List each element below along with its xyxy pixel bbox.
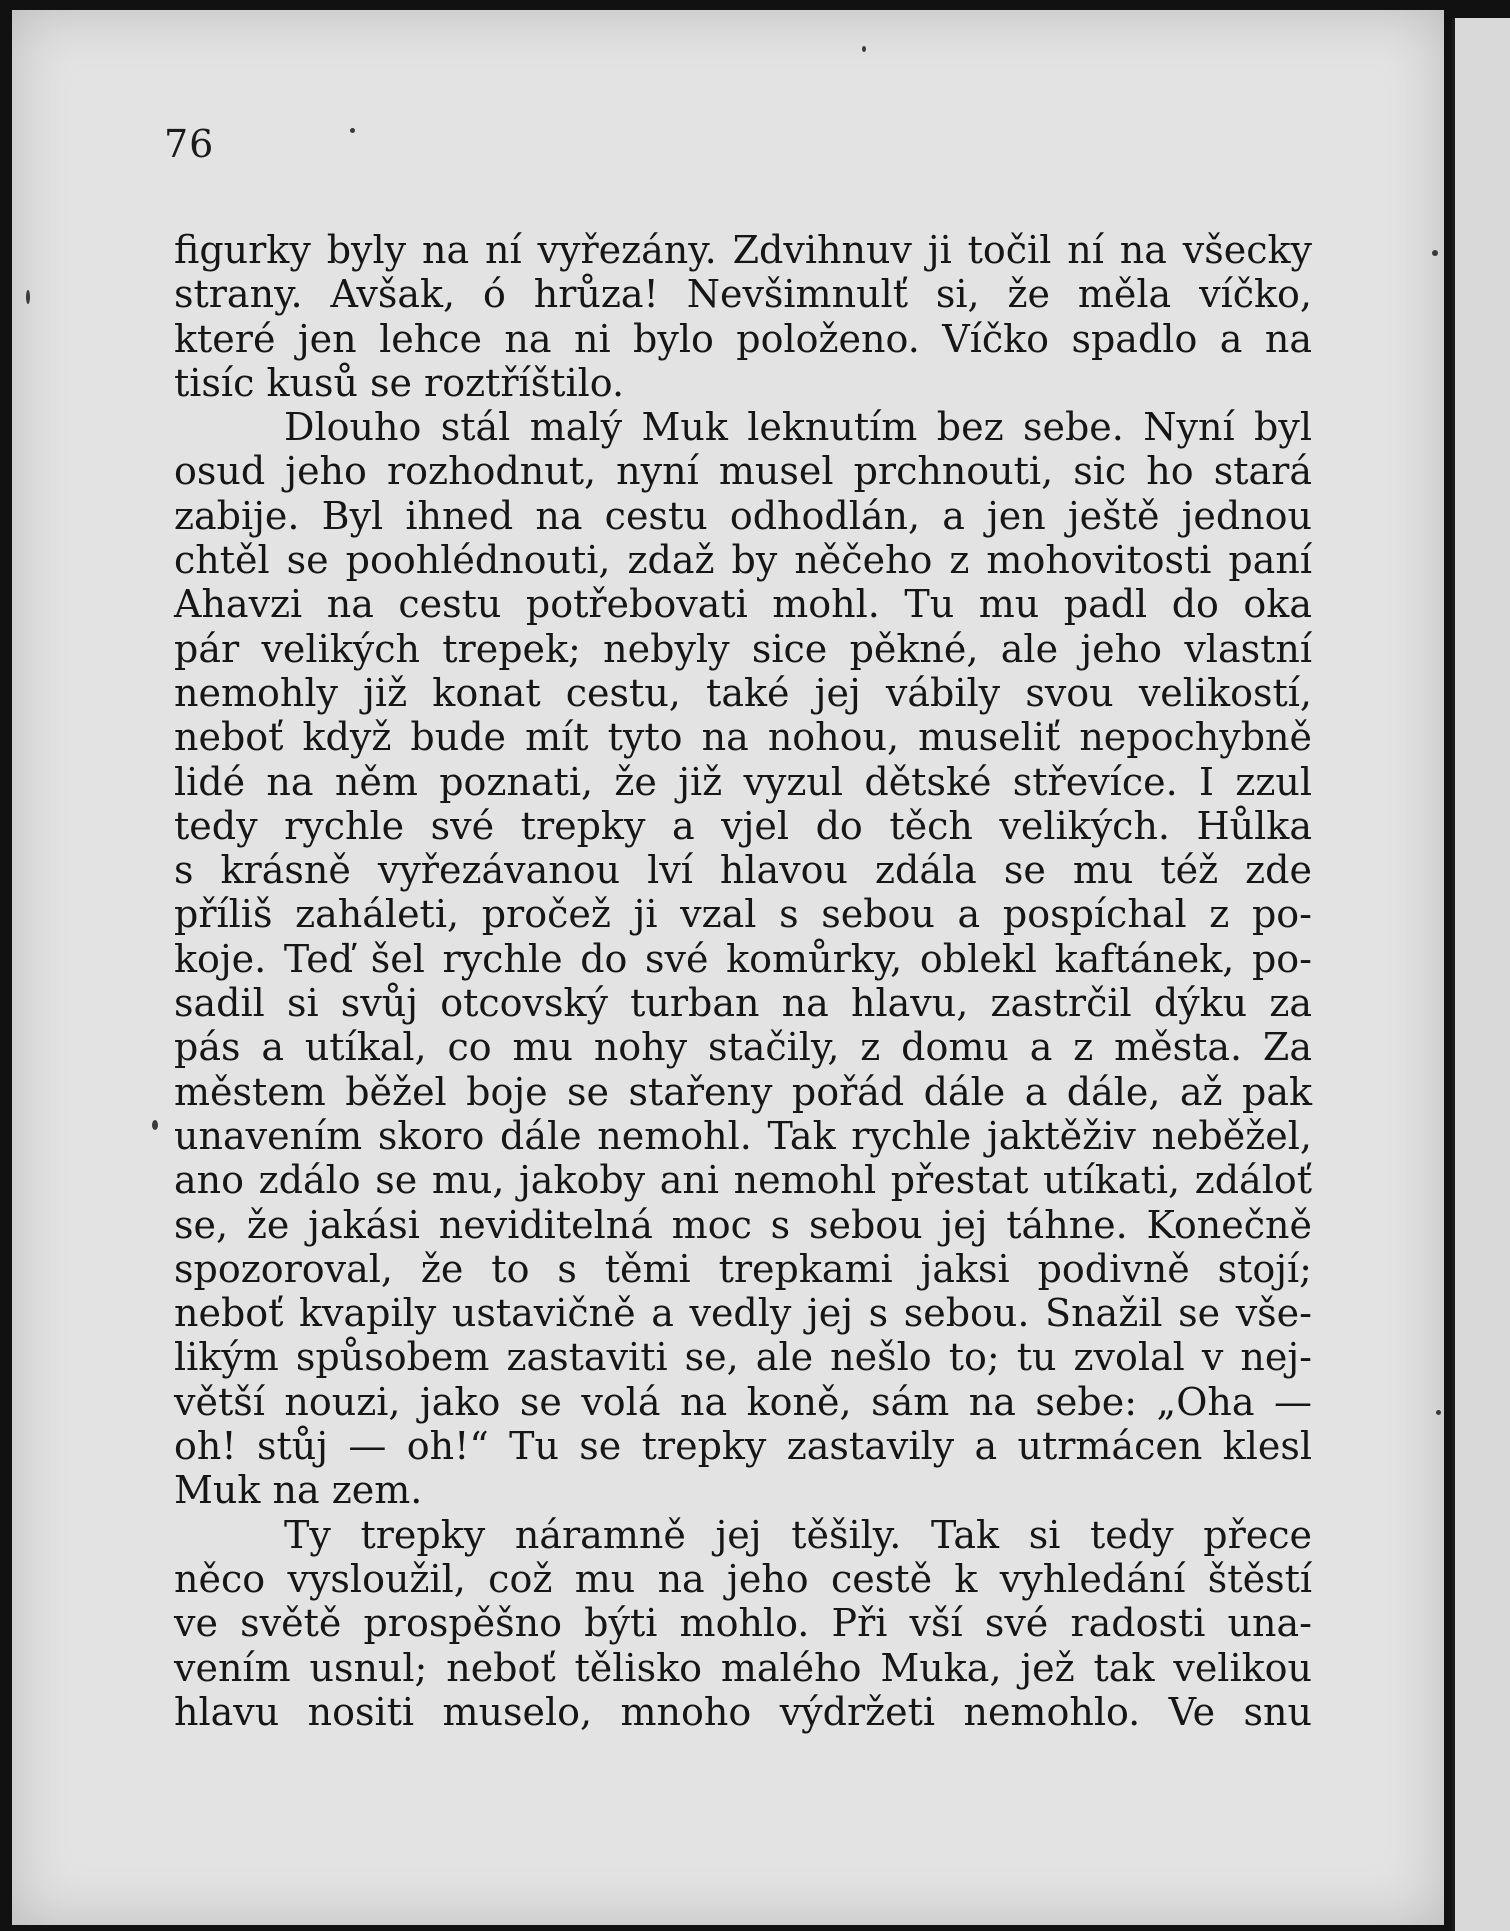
text-line: strany. Avšak, ó hrůza! Nevšimnulť si, že měla víčko,: [174, 272, 1312, 317]
book-page: [12, 10, 1444, 1925]
page-number: 76: [164, 122, 215, 166]
text-line: neboť kvapily ustavičně a vedly jej s sebou. Snažil se vše-: [174, 1291, 1312, 1336]
text-line: něco vysloužil, což mu na jeho cestě k vyhledání štěstí: [174, 1556, 1312, 1601]
text-line: se, že jakási neviditelná moc s sebou jej táhne. Konečně: [174, 1202, 1312, 1247]
text-line: sadil si svůj otcovský turban na hlavu, zastrčil dýku za: [174, 981, 1312, 1026]
text-line: tisíc kusů se roztříštilo.: [174, 360, 625, 405]
text-line: ano zdálo se mu, jakoby ani nemohl přestat utíkati, zdáloť: [174, 1158, 1312, 1203]
text-line: oh! stůj — oh!“ Tu se trepky zastavily a utrmácen klesl: [174, 1424, 1312, 1469]
text-line: osud jeho rozhodnut, nyní musel prchnouti, sic ho stará: [174, 449, 1312, 494]
text-line: neboť když bude mít tyto na nohou, museliť nepochybně: [174, 715, 1312, 760]
text-line: pás a utíkal, co mu nohy stačily, z domu a z města. Za: [174, 1025, 1312, 1070]
text-line: ve světě prospěšno býti mohlo. Při vší své radosti una-: [174, 1601, 1312, 1646]
text-line: spozoroval, že to s těmi trepkami jaksi podivně stojí;: [174, 1246, 1312, 1291]
text-line: pár velikých trepek; nebyly sice pěkné, ale jeho vlastní: [174, 626, 1312, 671]
adjacent-page-edge: [1452, 18, 1510, 1931]
text-line: chtěl se poohlédnouti, zdaž by něčeho z mohovitosti paní: [174, 538, 1312, 583]
text-line: Ahavzi na cestu potřebovati mohl. Tu mu padl do oka: [174, 582, 1312, 627]
text-line: figurky byly na ní vyřezány. Zdvihnuv ji točil ní na všecky: [174, 228, 1312, 272]
text-line: které jen lehce na ni bylo položeno. Víčko spadlo a na: [174, 316, 1312, 361]
text-line: hlavu nositi muselo, mnoho výdržeti nemohlo. Ve snu: [174, 1689, 1312, 1734]
text-line: městem běžel boje se stařeny pořád dále a dále, až pak: [174, 1069, 1312, 1114]
text-line: větší nouzi, jako se volá na koně, sám na sebe: „Oha —: [174, 1379, 1312, 1424]
text-line: vením usnul; neboť tělisko malého Muka, jež tak velikou: [174, 1645, 1312, 1690]
text-line: lidé na něm poznati, že již vyzul dětské střevíce. I zzul: [174, 759, 1312, 804]
scan-speck: [26, 290, 30, 304]
body-text: [174, 228, 1312, 1734]
scan-speck: [1436, 1410, 1441, 1415]
text-line: Muk na zem.: [174, 1468, 423, 1513]
scan-speck: [1432, 250, 1438, 256]
text-line: Ty trepky náramně jej těšily. Tak si tedy přece: [284, 1512, 1312, 1557]
text-line: s krásně vyřezávanou lví hlavou zdála se mu též zde: [174, 848, 1312, 893]
scan-speck: [152, 1120, 158, 1130]
text-line: unavením skoro dále nemohl. Tak rychle jaktěživ neběžel,: [174, 1113, 1312, 1158]
text-line: nemohly již konat cestu, také jej vábily svou velikostí,: [174, 670, 1312, 715]
text-line: příliš zaháleti, pročež ji vzal s sebou a pospíchal z po-: [174, 892, 1312, 937]
text-line: Dlouho stál malý Muk leknutím bez sebe. Nyní byl: [284, 405, 1312, 450]
text-line: tedy rychle své trepky a vjel do těch velikých. Hůlka: [174, 803, 1312, 848]
text-line: koje. Teď šel rychle do své komůrky, oblekl kaftánek, po-: [174, 936, 1312, 981]
text-line: likým spůsobem zastaviti se, ale nešlo to; tu zvolal v nej-: [174, 1335, 1312, 1380]
scan-speck: [862, 46, 866, 52]
scan-speck: [350, 128, 355, 133]
text-line: zabije. Byl ihned na cestu odhodlán, a jen ještě jednou: [174, 493, 1312, 538]
